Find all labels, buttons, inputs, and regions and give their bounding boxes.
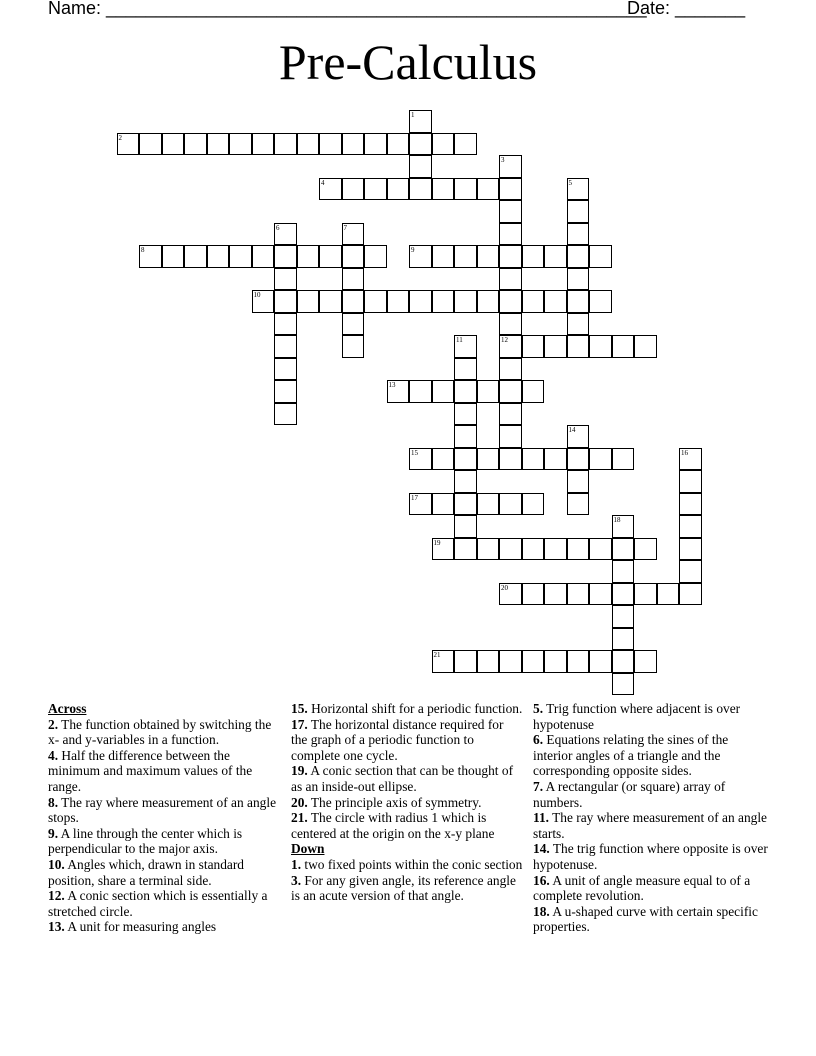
across-clue [291, 810, 523, 841]
across-clue [48, 857, 280, 888]
crossword-cell[interactable] [567, 268, 590, 291]
clue-number-label: 1 [411, 111, 415, 119]
crossword-cell[interactable] [522, 290, 545, 313]
crossword-cell[interactable] [454, 493, 477, 516]
clue-text: The principle axis of symmetry. [307, 794, 482, 810]
crossword-cell[interactable] [477, 290, 500, 313]
clue-text: A unit of angle measure equal to of a complete revolution. [533, 872, 751, 904]
down-clue [533, 810, 769, 841]
crossword-cell[interactable] [409, 493, 432, 516]
clue-number-label: 16 [681, 448, 688, 457]
crossword-cell[interactable] [499, 178, 522, 201]
crossword-cell[interactable] [522, 245, 545, 268]
clue-number-label: 10 [253, 291, 261, 299]
clue-number: 19. [291, 763, 308, 779]
clue-number: 17. [291, 716, 308, 732]
clue-column-1 [48, 701, 280, 935]
crossword-cell[interactable] [477, 178, 500, 201]
crossword-cell[interactable] [409, 245, 432, 268]
crossword-cell[interactable] [387, 133, 410, 156]
crossword-cell[interactable] [679, 515, 702, 538]
crossword-cell[interactable] [567, 178, 590, 201]
crossword-cell[interactable] [162, 245, 185, 268]
crossword-cell[interactable] [454, 650, 477, 673]
crossword-cell[interactable] [679, 583, 702, 606]
crossword-cell[interactable] [454, 178, 477, 201]
crossword-cell[interactable] [252, 290, 275, 313]
across-clue [291, 701, 523, 717]
crossword-cell[interactable] [274, 403, 297, 426]
crossword-cell[interactable] [274, 313, 297, 336]
down-clue [291, 857, 523, 873]
crossword-cell[interactable] [432, 448, 455, 471]
crossword-cell[interactable] [184, 245, 207, 268]
crossword-cell[interactable] [274, 268, 297, 291]
crossword-cell[interactable] [544, 245, 567, 268]
crossword-cell[interactable] [297, 245, 320, 268]
crossword-cell[interactable] [454, 538, 477, 561]
crossword-cell[interactable] [499, 245, 522, 268]
crossword-cell[interactable] [544, 583, 567, 606]
clue-text: The trig function where opposite is over hypotenuse. [533, 841, 768, 872]
clue-number-label: 7 [343, 223, 347, 232]
crossword-cell[interactable] [499, 313, 522, 336]
crossword-cell[interactable] [567, 290, 590, 313]
crossword-cell[interactable] [567, 650, 590, 673]
clue-number-label: 19 [433, 538, 441, 547]
crossword-cell[interactable] [342, 268, 365, 291]
clue-heading: Down [291, 841, 325, 857]
crossword-cell[interactable] [477, 493, 500, 516]
crossword-cell[interactable] [634, 650, 657, 673]
crossword-cell[interactable] [544, 538, 567, 561]
crossword-cell[interactable] [274, 223, 297, 246]
clue-number-label: 12 [501, 336, 508, 344]
crossword-cell[interactable] [387, 290, 410, 313]
crossword-cell[interactable] [364, 178, 387, 201]
crossword-cell[interactable] [544, 650, 567, 673]
crossword-cell[interactable] [567, 245, 590, 268]
clue-number-label: 21 [433, 651, 441, 659]
clue-number-label: 18 [613, 516, 621, 524]
crossword-cell[interactable] [544, 448, 567, 471]
crossword-cell[interactable] [387, 380, 410, 403]
crossword-cell[interactable] [679, 470, 702, 493]
clue-number: 11. [533, 810, 549, 826]
crossword-cell[interactable] [432, 380, 455, 403]
clue-number: 2. [48, 716, 59, 732]
crossword-cell[interactable] [342, 335, 365, 358]
crossword-cell[interactable] [364, 245, 387, 268]
crossword-cell[interactable] [454, 358, 477, 381]
crossword-cell[interactable] [432, 178, 455, 201]
clue-text: The ray where measurement of an angle starts. [533, 810, 767, 841]
clue-number: 18. [533, 903, 550, 919]
clue-number: 13. [48, 919, 65, 935]
crossword-cell[interactable] [499, 290, 522, 313]
crossword-cell[interactable] [589, 335, 612, 358]
clue-text: A line through the center which is perpendicular to the major axis. [48, 825, 243, 857]
clue-text: Horizontal shift for a periodic function. [307, 701, 523, 716]
crossword-cell[interactable] [454, 470, 477, 493]
crossword-cell[interactable] [409, 380, 432, 403]
clue-column-2 [291, 701, 523, 904]
clue-text: The horizontal distance required for the graph of a periodic function to complete one cycle. [291, 716, 504, 763]
crossword-cell[interactable] [229, 245, 252, 268]
crossword-cell[interactable] [432, 245, 455, 268]
crossword-cell[interactable] [454, 448, 477, 471]
crossword-cell[interactable] [207, 245, 230, 268]
crossword-cell[interactable] [342, 245, 365, 268]
crossword-cell[interactable] [499, 380, 522, 403]
crossword-cell[interactable] [589, 650, 612, 673]
clue-number-label: 15 [411, 448, 418, 457]
clue-text: two fixed points within the conic section [301, 856, 523, 872]
crossword-cell[interactable] [522, 650, 545, 673]
clue-text: The circle with radius 1 which is centered at the origin on the x-y plane [291, 810, 495, 841]
crossword-cell[interactable] [432, 538, 455, 561]
crossword-cell[interactable] [117, 133, 140, 156]
clue-number: 16. [533, 872, 550, 888]
crossword-cell[interactable] [252, 133, 275, 156]
crossword-cell[interactable] [499, 448, 522, 471]
crossword-cell[interactable] [454, 245, 477, 268]
crossword-cell[interactable] [567, 470, 590, 493]
clue-number: 4. [48, 747, 59, 763]
clue-number-label: 14 [568, 426, 576, 434]
clue-number-label: 11 [456, 336, 463, 344]
crossword-cell[interactable] [477, 538, 500, 561]
crossword-cell[interactable] [589, 448, 612, 471]
crossword-cell[interactable] [612, 583, 635, 606]
crossword-cell[interactable] [522, 335, 545, 358]
clue-number-label: 9 [411, 246, 415, 254]
crossword-cell[interactable] [409, 110, 432, 133]
crossword-cell[interactable] [274, 358, 297, 381]
crossword-cell[interactable] [364, 290, 387, 313]
crossword-cell[interactable] [499, 223, 522, 246]
clue-text: A u-shaped curve with certain specific properties. [533, 903, 758, 935]
clue-number-label: 8 [141, 246, 145, 254]
crossword-cell[interactable] [679, 560, 702, 583]
crossword-cell[interactable] [342, 290, 365, 313]
crossword-cell[interactable] [319, 133, 342, 156]
clue-number-label: 13 [388, 381, 396, 389]
crossword-cell[interactable] [589, 538, 612, 561]
crossword-cell[interactable] [139, 133, 162, 156]
clue-number: 8. [48, 794, 59, 810]
crossword-cell[interactable] [567, 538, 590, 561]
crossword-cell[interactable] [274, 133, 297, 156]
clue-text: For any given angle, its reference angle is an acute version of that angle. [291, 872, 516, 904]
down-clue [533, 904, 769, 935]
crossword-cell[interactable] [522, 583, 545, 606]
crossword-cell[interactable] [567, 448, 590, 471]
crossword-cell[interactable] [544, 335, 567, 358]
crossword-cell[interactable] [522, 380, 545, 403]
crossword-cell[interactable] [274, 335, 297, 358]
crossword-cell[interactable] [567, 223, 590, 246]
clue-text: A rectangular (or square) array of numbers. [533, 778, 726, 810]
crossword-cell[interactable] [297, 290, 320, 313]
clue-number: 3. [291, 872, 302, 888]
crossword-cell[interactable] [409, 178, 432, 201]
crossword-cell[interactable] [679, 448, 702, 471]
crossword-cell[interactable] [499, 425, 522, 448]
crossword-cell[interactable] [499, 268, 522, 291]
down-clue [533, 701, 769, 732]
crossword-cell[interactable] [522, 448, 545, 471]
crossword-cell[interactable] [567, 425, 590, 448]
crossword-cell[interactable] [252, 245, 275, 268]
crossword-cell[interactable] [274, 245, 297, 268]
crossword-cell[interactable] [612, 628, 635, 651]
crossword-cell[interactable] [432, 493, 455, 516]
crossword-cell[interactable] [679, 538, 702, 561]
clue-number: 20. [291, 794, 308, 810]
clue-number-label: 2 [118, 133, 122, 142]
crossword-cell[interactable] [162, 133, 185, 156]
crossword-cell[interactable] [612, 335, 635, 358]
crossword-cell[interactable] [589, 290, 612, 313]
clue-text: The function obtained by switching the x- and y-variables in a function. [48, 716, 272, 748]
clue-number: 6. [533, 732, 544, 748]
clue-number: 7. [533, 778, 544, 794]
crossword-cell[interactable] [499, 538, 522, 561]
crossword-cell[interactable] [499, 358, 522, 381]
crossword-cell[interactable] [342, 133, 365, 156]
crossword-cell[interactable] [679, 493, 702, 516]
clue-number-label: 20 [501, 583, 508, 592]
crossword-cell[interactable] [454, 515, 477, 538]
down-clue [533, 841, 769, 872]
crossword-cell[interactable] [342, 178, 365, 201]
across-clue [48, 826, 280, 857]
crossword-cell[interactable] [319, 290, 342, 313]
clue-text: A conic section that can be thought of as an inside-out ellipse. [291, 763, 514, 794]
clue-text: Trig function where adjacent is over hypotenuse [533, 701, 741, 732]
crossword-cell[interactable] [544, 290, 567, 313]
page-title: Pre-Calculus [278, 34, 538, 90]
crossword-cell[interactable] [499, 403, 522, 426]
crossword-cell[interactable] [634, 538, 657, 561]
crossword-cell[interactable] [499, 650, 522, 673]
crossword-cell[interactable] [499, 335, 522, 358]
across-clue [291, 795, 523, 811]
clue-number: 5. [533, 701, 544, 716]
crossword-cell[interactable] [612, 448, 635, 471]
crossword-cell[interactable] [477, 650, 500, 673]
crossword-cell[interactable] [454, 425, 477, 448]
crossword-cell[interactable] [612, 515, 635, 538]
across-clue [48, 919, 280, 935]
crossword-cell[interactable] [274, 290, 297, 313]
crossword-cell[interactable] [364, 133, 387, 156]
crossword-cell[interactable] [207, 133, 230, 156]
clue-text: Half the difference between the minimum and maximum values of the range. [48, 747, 253, 794]
crossword-cell[interactable] [499, 200, 522, 223]
crossword-cell[interactable] [319, 245, 342, 268]
crossword-cell[interactable] [499, 155, 522, 178]
down-clue [533, 732, 769, 779]
crossword-cell[interactable] [657, 583, 680, 606]
clue-text: The ray where measurement of an angle stops. [48, 794, 277, 826]
crossword-cell[interactable] [522, 538, 545, 561]
clue-number-label: 5 [568, 178, 572, 187]
clue-number-label: 4 [321, 178, 325, 187]
crossword-cell[interactable] [612, 650, 635, 673]
crossword-cell[interactable] [432, 290, 455, 313]
clue-number-label: 6 [276, 223, 280, 232]
clue-text: Equations relating the sines of the interior angles of a triangle and the corresponding opposite sides. [533, 732, 729, 779]
crossword-cell[interactable] [319, 178, 342, 201]
crossword-cell[interactable] [139, 245, 162, 268]
crossword-cell[interactable] [567, 200, 590, 223]
crossword-cell[interactable] [409, 133, 432, 156]
down-clue [533, 779, 769, 810]
across-clue [48, 888, 280, 919]
crossword-cell[interactable] [522, 493, 545, 516]
date-field[interactable]: Date: _______ [627, 0, 746, 18]
clue-number: 12. [48, 888, 65, 904]
crossword-cell[interactable] [612, 673, 635, 696]
clue-number: 21. [291, 810, 308, 826]
across-clue [291, 763, 523, 794]
across-clue [48, 748, 280, 795]
crossword-cell[interactable] [454, 380, 477, 403]
crossword-cell[interactable] [612, 605, 635, 628]
crossword-cell[interactable] [454, 403, 477, 426]
crossword-cell[interactable] [432, 650, 455, 673]
clue-number: 14. [533, 841, 550, 857]
down-clue [291, 873, 523, 904]
clue-text: Angles which, drawn in standard position, share a terminal side. [48, 856, 244, 888]
across-clue [48, 717, 280, 748]
clue-number: 15. [291, 701, 308, 716]
crossword-cell[interactable] [477, 380, 500, 403]
crossword-cell[interactable] [432, 133, 455, 156]
down-clue [533, 873, 769, 904]
crossword-cell[interactable] [184, 133, 207, 156]
crossword-cell[interactable] [454, 290, 477, 313]
across-clue [291, 717, 523, 764]
crossword-cell[interactable] [409, 448, 432, 471]
across-clue [48, 795, 280, 826]
crossword-cell[interactable] [634, 335, 657, 358]
crossword-cell[interactable] [634, 583, 657, 606]
crossword-cell[interactable] [342, 313, 365, 336]
crossword-cell[interactable] [589, 583, 612, 606]
crossword-cell[interactable] [297, 133, 320, 156]
crossword-cell[interactable] [612, 538, 635, 561]
crossword-cell[interactable] [499, 493, 522, 516]
crossword-cell[interactable] [499, 583, 522, 606]
clue-column-3 [533, 701, 769, 935]
clue-number: 1. [291, 856, 302, 872]
clue-text: A unit for measuring angles [64, 919, 217, 935]
crossword-cell[interactable] [409, 290, 432, 313]
crossword-cell[interactable] [567, 313, 590, 336]
crossword-cell[interactable] [454, 133, 477, 156]
crossword-cell[interactable] [477, 448, 500, 471]
crossword-cell[interactable] [409, 155, 432, 178]
crossword-cell[interactable] [567, 493, 590, 516]
crossword-cell[interactable] [567, 335, 590, 358]
clue-heading: Across [48, 701, 87, 716]
name-field[interactable]: Name: ______________________________________________________ [48, 0, 647, 18]
crossword-cell[interactable] [567, 583, 590, 606]
clue-number: 9. [48, 825, 59, 841]
crossword-cell[interactable] [612, 560, 635, 583]
crossword-cell[interactable] [342, 223, 365, 246]
crossword-cell[interactable] [589, 245, 612, 268]
crossword-cell[interactable] [387, 178, 410, 201]
crossword-cell[interactable] [229, 133, 252, 156]
crossword-cell[interactable] [477, 245, 500, 268]
clue-number-label: 3 [501, 156, 505, 164]
clue-number-label: 17 [411, 493, 418, 502]
clue-number: 10. [48, 856, 65, 872]
crossword-cell[interactable] [274, 380, 297, 403]
crossword-cell[interactable] [454, 335, 477, 358]
clue-text: A conic section which is essentially a stretched circle. [48, 888, 268, 919]
